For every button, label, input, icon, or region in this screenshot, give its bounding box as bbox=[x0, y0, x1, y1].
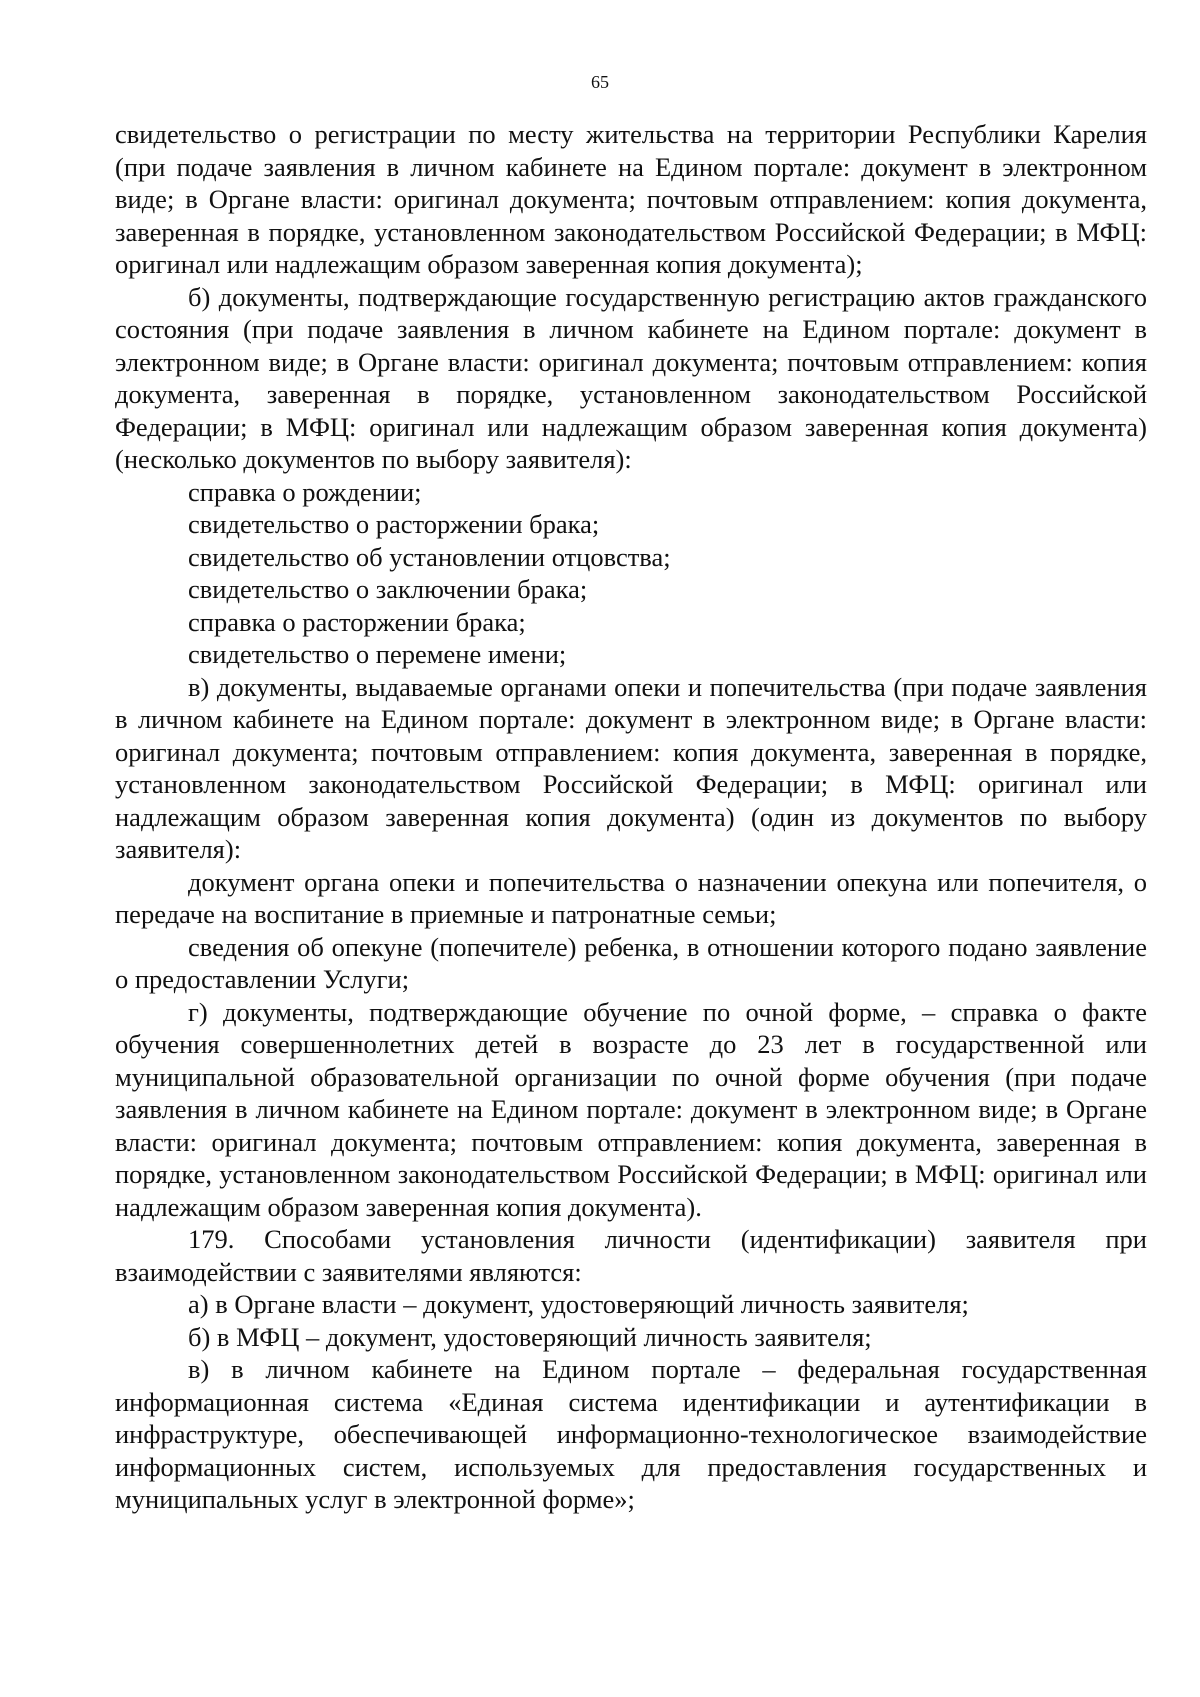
list-item-birth-certificate: справка о рождении; bbox=[188, 476, 422, 507]
list-item-divorce-certificate: свидетельство о расторжении брака; bbox=[188, 509, 600, 539]
paragraph-identification-methods: 179. Способами установления личности (идентификации) заявителя при взаимодействии с заявителями являются: bbox=[115, 1224, 1147, 1287]
list-item-name-change-certificate: свидетельство о перемене имени; bbox=[188, 639, 567, 669]
paragraph-portal-identification: в) в личном кабинете на Едином портале – федеральная государственная информационная система «Единая система идентификации и аутентификации в инфраструктуре, обеспечивающей информационно-технологическое взаимодействие информационных систем, используемых для предоставления государственных и муниципальных услуг в электронной форме»; bbox=[115, 1354, 1147, 1514]
list-item-paternity-certificate: свидетельство об установлении отцовства; bbox=[188, 541, 671, 572]
list-item-authority-identification: а) в Органе власти – документ, удостоверяющий личность заявителя; bbox=[188, 1289, 969, 1319]
list-item-marriage-certificate: свидетельство о заключении брака; bbox=[188, 574, 588, 604]
paragraph-guardian-appointment: документ органа опеки и попечительства о назначении опекуна или попечителя, о передаче на воспитание в приемные и патронатные семьи; bbox=[115, 866, 1147, 929]
paragraph-guardianship-documents: в) документы, выдаваемые органами опеки и попечительства (при подаче заявления в личном кабинете на Едином портале: документ в электронном виде; в Органе власти: оригинал документа; почтовым отправлением: копия документа, заверенная в порядке, установленном законодательством Российской Федерации; в МФЦ: оригинал или надлежащим образом заверенная копия документа) (один из документов по выбору заявителя): bbox=[115, 671, 1147, 864]
paragraph-residence-certificate: свидетельство о регистрации по месту жительства на территории Республики Карелия (при подаче заявления в личном кабинете на Едином портале: документ в электронном виде; в Органе власти: оригинал документа; почтовым отправлением: копия документа, заверенная в порядке, установленном законодательством Российской Федерации; в МФЦ: оригинал или надлежащим образом заверенная копия документа); bbox=[115, 119, 1147, 279]
list-item-divorce-reference: справка о расторжении брака; bbox=[188, 606, 526, 637]
paragraph-civil-status-documents: б) документы, подтверждающие государственную регистрацию актов гражданского состояния (при подаче заявления в личном кабинете на Едином портале: документ в электронном виде; в Органе власти: оригинал документа; почтовым отправлением: копия документа, заверенная в порядке, установленном законодательством Российской Федерации; в МФЦ: оригинал или надлежащим образом заверенная копия документа) (несколько документов по выбору заявителя): bbox=[115, 281, 1147, 474]
page-number: 65 bbox=[591, 72, 609, 92]
paragraph-full-time-study: г) документы, подтверждающие обучение по очной форме, – справка о факте обучения совершеннолетних детей в возрасте до 23 лет в государственной или муниципальной образовательной организации по очной форме обучения (при подаче заявления в личном кабинете на Едином портале: документ в электронном виде; в Органе власти: оригинал документа; почтовым отправлением: копия документа, заверенная в порядке, установленном законодательством Российской Федерации; в МФЦ: оригинал или надлежащим образом заверенная копия документа). bbox=[115, 996, 1147, 1222]
document-body bbox=[115, 118, 1147, 1516]
paragraph-guardian-information: сведения об опекуне (попечителе) ребенка, в отношении которого подано заявление о предоставлении Услуги; bbox=[115, 931, 1147, 994]
list-item-mfc-identification: б) в МФЦ – документ, удостоверяющий личность заявителя; bbox=[188, 1321, 872, 1352]
